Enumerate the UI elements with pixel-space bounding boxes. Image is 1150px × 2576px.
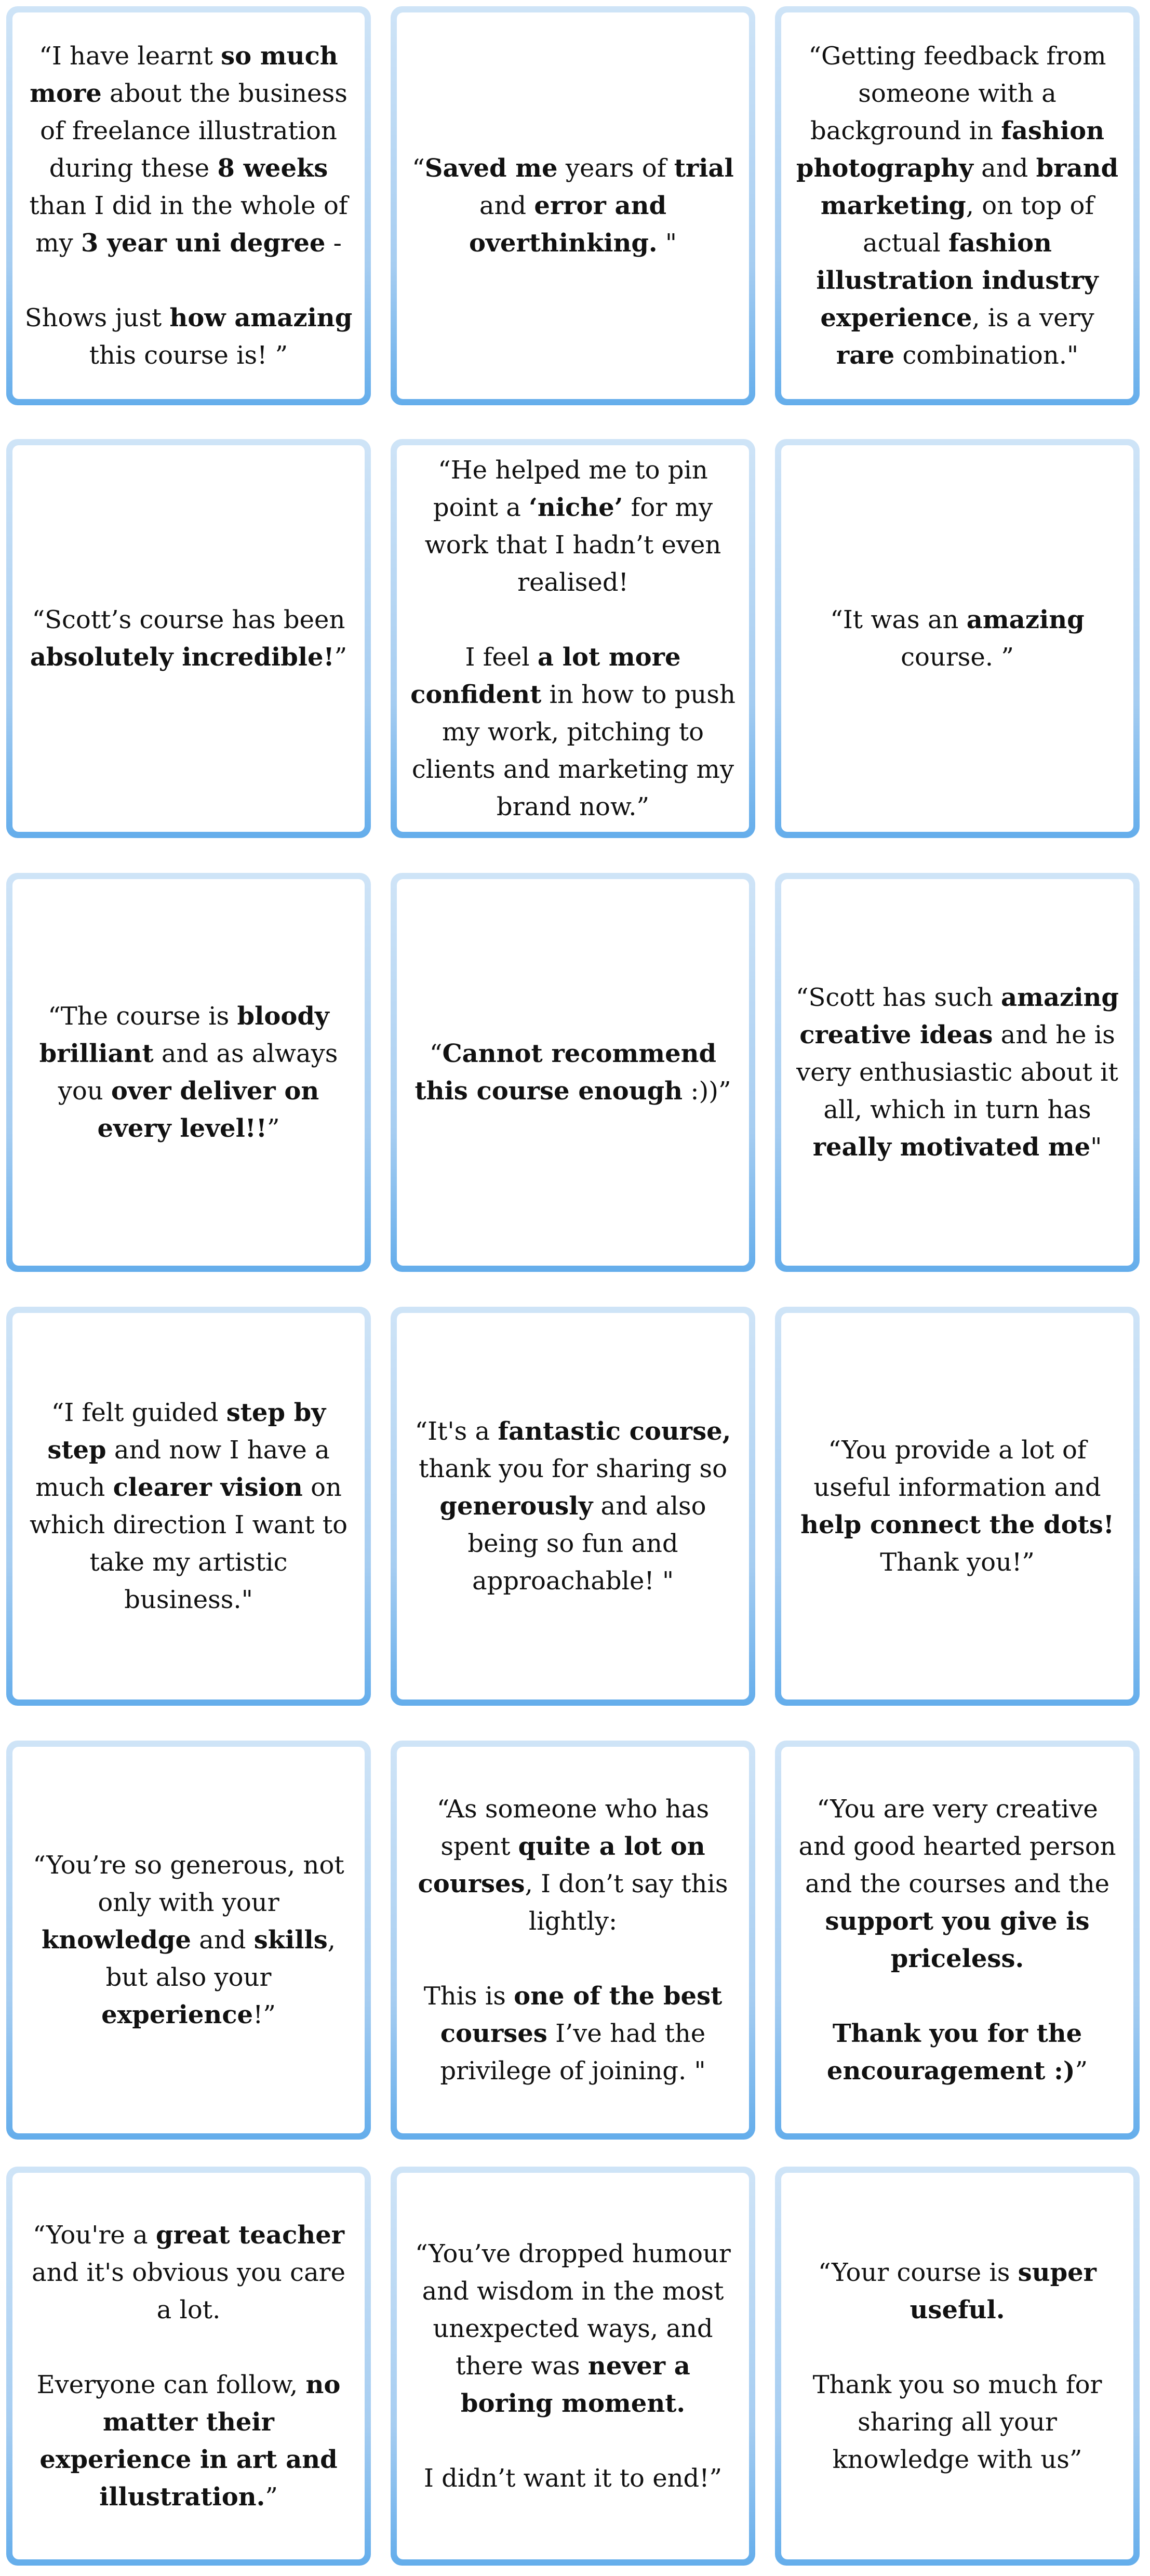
testimonial-card [6,1741,371,2140]
quote-text: “You're a [32,2221,156,2250]
quote-paragraph [408,2235,738,2422]
quote-text: this course is! ” [89,341,288,370]
quote-emphasis: ‘niche’ [529,493,623,522]
quote-emphasis: fantastic course, [498,1417,731,1446]
quote-emphasis: so much more [30,42,338,108]
quote-emphasis: amazing [966,605,1085,634]
quote-emphasis: step by step [47,1398,326,1465]
testimonial-quote [781,1313,1133,1699]
quote-text: course. ” [901,643,1014,672]
quote-text: years of [557,154,674,183]
quote-emphasis: bloody brilliant [39,1002,329,1068]
quote-text: and he is very enthusiastic about it all, which in turn has [796,1020,1118,1124]
quote-emphasis: knowledge [42,1926,191,1955]
quote-text: , but also your [105,1926,336,1992]
testimonial-quote [12,1747,365,2133]
testimonial-card [391,6,755,405]
quote-emphasis: super useful. [910,2258,1096,2325]
quote-text: ” [265,2482,278,2512]
quote-emphasis: support you give is priceless. [825,1907,1090,1973]
quote-emphasis: brand marketing [820,154,1119,220]
quote-text: , is a very [972,303,1094,333]
quote-text: about the business of freelance illustration during these [40,79,347,183]
testimonial-quote [781,2173,1133,2559]
quote-paragraph [408,452,738,601]
quote-text: and [973,154,1036,183]
quote-text: " [657,229,677,258]
testimonial-card [775,2167,1140,2566]
testimonial-card [775,1307,1140,1706]
quote-text: “ [429,1039,443,1068]
quote-text: “Your course is [818,2258,1018,2287]
quote-text: and [191,1926,254,1955]
quote-text: “Scott’s course has been [32,605,345,634]
testimonial-card [6,1307,371,1706]
testimonial-card [775,439,1140,838]
quote-emphasis: great teacher [155,2221,345,2250]
quote-text: “The course is [48,1002,237,1031]
testimonial-card [391,1741,755,2140]
testimonial-quote [781,879,1133,1266]
quote-emphasis: a lot more confident [410,643,681,709]
quote-text: - [325,229,342,258]
quote-text: I feel [465,643,538,672]
quote-paragraph [793,601,1122,676]
quote-emphasis: Thank you for the encouragement :) [826,2019,1082,2086]
quote-paragraph [408,1790,738,1940]
quote-paragraph [408,150,738,262]
quote-emphasis: clearer vision [113,1473,303,1502]
quote-paragraph [24,1394,353,1618]
quote-text: !” [253,2000,276,2029]
quote-emphasis: generously [439,1492,593,1521]
quote-text: thank you for sharing so [418,1454,728,1483]
quote-text: ” [266,1114,280,1143]
quote-paragraph [793,37,1122,374]
quote-emphasis: one of the best courses [440,1982,723,2048]
testimonial-card [6,873,371,1272]
quote-emphasis: 8 weeks [217,154,328,183]
quote-emphasis: experience [101,2000,253,2029]
quote-text: Thank you so much for sharing all your knowledge with us” [812,2370,1102,2474]
quote-emphasis: never a boring moment. [460,2352,690,2418]
quote-text: Thank you!” [880,1548,1035,1577]
testimonial-quote [12,2173,365,2559]
quote-text: :))” [683,1077,731,1106]
testimonial-card [391,439,755,838]
quote-text: and also being so fun and approachable! " [467,1492,706,1596]
quote-paragraph [24,601,353,676]
testimonial-card [6,439,371,838]
quote-paragraph [24,998,353,1147]
testimonial-quote [397,445,749,832]
quote-text: for my work that I hadn’t even realised! [424,493,721,597]
quote-paragraph [408,1035,738,1110]
quote-text: and it's obvious you care a lot. [31,2258,346,2325]
quote-text: and now I have a much [35,1436,330,1502]
testimonial-quote [12,1313,365,1699]
testimonial-quote [397,2173,749,2559]
quote-text: and [479,191,534,220]
quote-emphasis: Saved me [424,154,558,183]
quote-emphasis: over deliver on every level!! [97,1077,319,1143]
quote-emphasis: Cannot recommend this course enough [414,1039,717,1106]
quote-text: “It was an [830,605,967,634]
testimonial-quote [781,445,1133,832]
testimonial-quote [781,1747,1133,2133]
quote-emphasis: fashion illustration industry experience [816,229,1099,333]
testimonial-card [391,1307,755,1706]
quote-emphasis: trial [674,154,734,183]
testimonial-quote [397,879,749,1266]
testimonial-card [775,873,1140,1272]
quote-paragraph [793,2015,1122,2090]
quote-emphasis: rare [836,341,895,370]
quote-text: I didn’t want it to end!” [423,2464,723,2493]
testimonial-card [775,6,1140,405]
testimonial-quote [12,879,365,1266]
quote-text: “I felt guided [51,1398,226,1427]
testimonial-card [775,1741,1140,2140]
testimonial-quote [397,12,749,399]
quote-text: “I have learnt [39,42,221,71]
quote-paragraph [24,299,353,374]
quote-paragraph [793,979,1122,1166]
quote-text: “You’re so generous, not only with your [33,1851,344,1917]
quote-paragraph [408,639,738,826]
quote-text: Everyone can follow, [36,2370,306,2399]
quote-paragraph [424,2460,722,2497]
quote-emphasis: help connect the dots! [800,1510,1114,1539]
quote-paragraph [24,1847,353,2034]
quote-text: “As someone who has spent [436,1795,710,1861]
quote-paragraph [408,1977,738,2090]
quote-text: “Scott has such [795,983,1001,1012]
quote-text: “You’ve dropped humour and wisdom in the most unexpected ways, and there was [415,2239,731,2381]
quote-paragraph [24,2366,353,2516]
testimonial-card [6,2167,371,2566]
quote-text: ” [334,643,347,672]
quote-text: This is [423,1982,514,2011]
quote-text: combination." [894,341,1079,370]
quote-text: Shows just [24,303,170,333]
testimonial-card [391,2167,755,2566]
quote-paragraph [793,1790,1122,1977]
quote-text: “He helped me to pin point a [433,456,708,522]
quote-paragraph [793,2366,1122,2478]
testimonial-card [391,873,755,1272]
quote-emphasis: amazing creative ideas [799,983,1119,1050]
quote-emphasis: 3 year uni degree [81,229,326,258]
quote-emphasis: how amazing [169,303,353,333]
testimonial-quote [397,1747,749,2133]
quote-text: “You are very creative and good hearted person and the courses and the [798,1795,1116,1898]
quote-emphasis: skills [253,1926,328,1955]
quote-paragraph [408,1413,738,1600]
quote-text: than I did in the whole of my [29,191,348,258]
quote-text: on which direction I want to take my artistic business." [30,1473,347,1614]
quote-text: ” [1075,2056,1088,2086]
testimonial-quote [781,12,1133,399]
quote-paragraph [793,2254,1122,2329]
quote-text: , I don’t say this lightly: [525,1869,728,1936]
quote-emphasis: error and overthinking. [469,191,667,258]
quote-emphasis: absolutely incredible! [30,643,335,672]
quote-text: “You provide a lot of useful information and [813,1436,1101,1502]
quote-paragraph [24,37,353,262]
quote-emphasis: quite a lot on courses [418,1832,705,1898]
testimonial-quote [12,445,365,832]
quote-text: I’ve had the privilege of joining. " [440,2019,706,2086]
quote-text: “ [412,154,425,183]
quote-emphasis: no matter their experience in art and illustration. [39,2370,341,2512]
quote-emphasis: fashion photography [796,116,1105,183]
quote-text: “It's a [414,1417,498,1446]
quote-text: in how to push my work, pitching to clients and marketing my brand now.” [411,680,736,821]
quote-emphasis: really motivated me [812,1133,1091,1162]
quote-text: “Getting feedback from someone with a background in [808,42,1106,145]
quote-paragraph [793,1431,1122,1581]
testimonial-quote [12,12,365,399]
quote-text: and as always you [58,1039,338,1106]
quote-text: " [1090,1133,1102,1162]
quote-paragraph [24,2216,353,2329]
testimonial-quote [397,1313,749,1699]
quote-text: , on top of actual [863,191,1094,258]
testimonial-card [6,6,371,405]
